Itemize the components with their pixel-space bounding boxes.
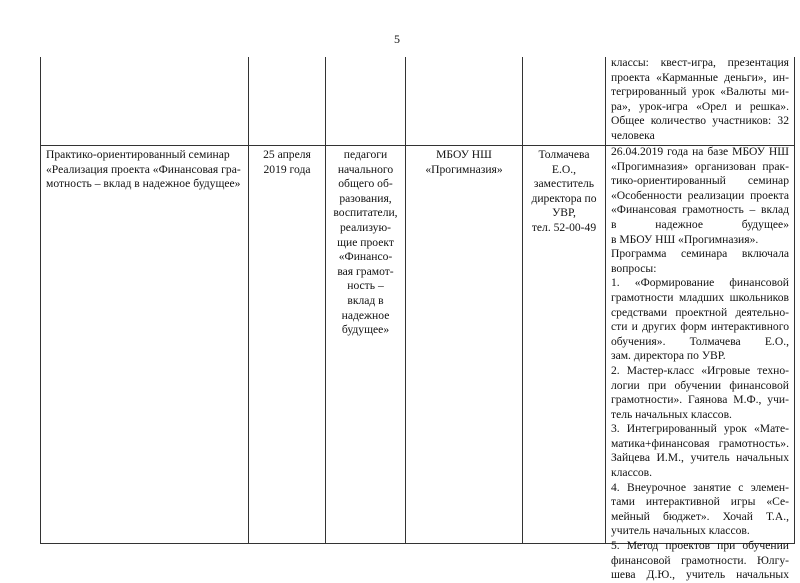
text-line: ность – — [347, 279, 384, 293]
text-line: «Прогимназия» — [425, 162, 503, 176]
column-divider — [405, 57, 406, 544]
text-line: Зайцева И.М., учитель начальных — [611, 451, 789, 465]
participants-cell — [326, 148, 405, 338]
text-line: общего об- — [338, 177, 393, 191]
text-line: грамотности младших школьников — [611, 290, 789, 304]
venue-cell — [406, 148, 522, 177]
text-line: «Финансо- — [338, 250, 393, 264]
text-line: тегрированный урок «Валюты ми- — [611, 85, 789, 99]
text-line: матика+финансовая грамотность». — [611, 436, 789, 450]
text-line: Программа семинара включала — [611, 247, 789, 261]
text-line: вопросы: — [611, 261, 657, 275]
event-cell — [46, 148, 246, 192]
text-line: Общее количество участников: 32 — [611, 114, 789, 128]
text-line: разования, — [339, 191, 392, 205]
text-line: 25 апреля — [263, 148, 311, 161]
text-line: человека — [611, 128, 655, 142]
text-line: реализую- — [340, 220, 391, 234]
paragraph — [611, 481, 789, 539]
text-line: 5. Метод проектов при обучении — [611, 539, 789, 553]
text-line: Е.О., — [551, 162, 577, 176]
text-line: МБОУ НШ — [436, 148, 492, 161]
date-cell — [249, 148, 325, 177]
result-cell — [611, 145, 789, 583]
text-line: тами интерактивной игры «Се- — [611, 495, 789, 509]
text-line: ра», урок-игра «Орел и решка». — [611, 99, 789, 113]
text-line: классы: квест-игра, презентация — [611, 56, 789, 69]
text-line: классов. — [611, 466, 653, 480]
text-line: вклад в — [347, 293, 384, 307]
text-line: будущее» — [341, 323, 390, 337]
column-divider — [605, 57, 606, 544]
text-line: «Прогимназия» организован прак- — [611, 159, 789, 173]
responsible-cell — [523, 148, 605, 236]
paragraph — [611, 539, 789, 583]
text-line: 1. «Формирование финансовой — [611, 276, 789, 290]
text-line: зам. директора по УВР. — [611, 349, 726, 363]
text-line: УВР, — [552, 206, 576, 220]
text-line: финансовой грамотности. Юлгу- — [611, 553, 789, 567]
text-line: логии при обучении финансовой — [611, 378, 789, 392]
text-line: 3. Интегрированный урок «Мате- — [611, 422, 789, 436]
column-divider — [248, 57, 249, 544]
text-line: «Финансовая грамотность – вклад — [611, 203, 789, 217]
text-line: тел. 52-00-49 — [531, 220, 597, 234]
column-divider — [522, 57, 523, 544]
text-line: надежное — [341, 308, 390, 322]
text-line: начального — [337, 162, 394, 176]
text-line: мотность – вклад в надежное будущее» — [46, 177, 241, 191]
text-line: Толмачева — [538, 148, 590, 161]
paragraph — [611, 145, 789, 247]
paragraph — [611, 422, 789, 480]
text-line: грамотности». Гаянова М.Ф., учи- — [611, 393, 789, 407]
text-line: 4. Внеурочное занятие с элемен- — [611, 480, 789, 494]
text-line: тель начальных классов. — [611, 407, 732, 421]
table-border — [40, 57, 41, 544]
result-cell — [611, 56, 789, 144]
text-line: учитель начальных классов. — [611, 524, 750, 538]
text-line: сти и других форм интерактивного — [611, 320, 789, 334]
text-line: тико-ориентированный семинар — [611, 174, 789, 188]
page-number: 5 — [394, 32, 400, 46]
text-line: 2. Мастер-класс «Игровые техно- — [611, 363, 789, 377]
text-line: обучения». Толмачева Е.О., — [611, 334, 789, 348]
table-border — [794, 57, 795, 544]
text-line: вая грамот- — [337, 264, 394, 278]
text-line: щие проект — [337, 235, 394, 249]
paragraph — [611, 276, 789, 364]
text-line: в МБОУ НШ «Прогимназия». — [611, 232, 759, 246]
text-line: «Реализация проекта «Финансовая гра- — [46, 162, 241, 176]
paragraph — [611, 364, 789, 422]
paragraph — [611, 56, 789, 144]
text-line: директора по — [531, 191, 597, 205]
text-line: заместитель — [533, 177, 595, 191]
text-line: воспитатели, — [333, 206, 398, 220]
text-line: средствами проектной деятельно- — [611, 305, 789, 319]
text-line: 26.04.2019 года на базе МБОУ НШ — [611, 145, 789, 158]
text-line: шева Д.Ю., учитель начальных — [611, 568, 789, 582]
text-line: Практико-ориентированный семинар — [46, 148, 230, 161]
paragraph — [611, 247, 789, 276]
text-line: «Особенности реализации проекта — [611, 188, 789, 202]
text-line: 2019 года — [263, 162, 311, 176]
text-line: мейный бюджет». Хочай Т.А., — [611, 509, 789, 523]
text-line: проекта «Карманные деньги», ин- — [611, 70, 789, 84]
text-line: педагоги — [343, 148, 388, 161]
text-line: в надежное будущее» — [611, 217, 789, 231]
